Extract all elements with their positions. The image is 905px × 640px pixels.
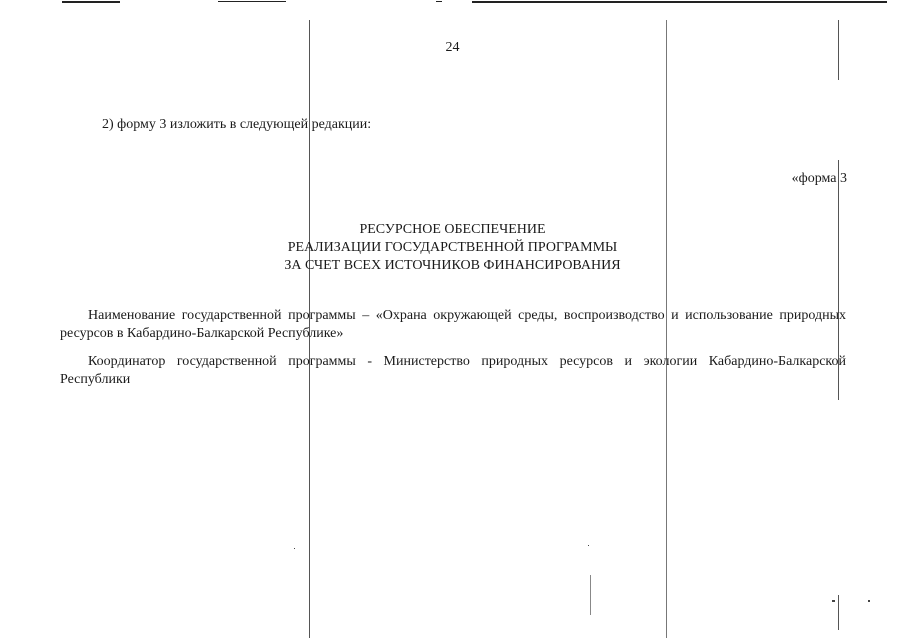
scan-speck [588, 545, 589, 546]
scan-top-rule-left [62, 1, 120, 3]
heading-line-2: РЕАЛИЗАЦИИ ГОСУДАРСТВЕННОЙ ПРОГРАММЫ [287, 240, 618, 255]
scan-vertical-line-6 [590, 575, 591, 615]
form-label: «форма 3 [791, 171, 847, 186]
program-name-paragraph: Наименование государственной программы – «Охрана окружающей среды, воспроизводство и использование природных ресурсов в Кабардино-Балкарской Республике» [60, 308, 846, 341]
scan-speck [868, 600, 870, 602]
scan-top-rule-mark [436, 1, 442, 2]
heading-line-1: РЕСУРСНОЕ ОБЕСПЕЧЕНИЕ [359, 222, 546, 237]
coordinator-paragraph: Координатор государственной программы - Министерство природных ресурсов и экологии Кабардино-Балкарской Республики [60, 354, 846, 387]
scan-speck [294, 548, 295, 549]
scan-top-rule-right [472, 1, 887, 3]
amendment-item-text: 2) форму 3 изложить в следующей редакции: [102, 117, 372, 132]
heading-line-3: ЗА СЧЕТ ВСЕХ ИСТОЧНИКОВ ФИНАНСИРОВАНИЯ [284, 258, 621, 273]
scan-top-rule-middle [218, 1, 286, 2]
scan-speck [832, 600, 835, 602]
section-heading [0, 221, 905, 275]
page-number: 24 [445, 40, 460, 55]
scan-vertical-line-5 [838, 595, 839, 630]
